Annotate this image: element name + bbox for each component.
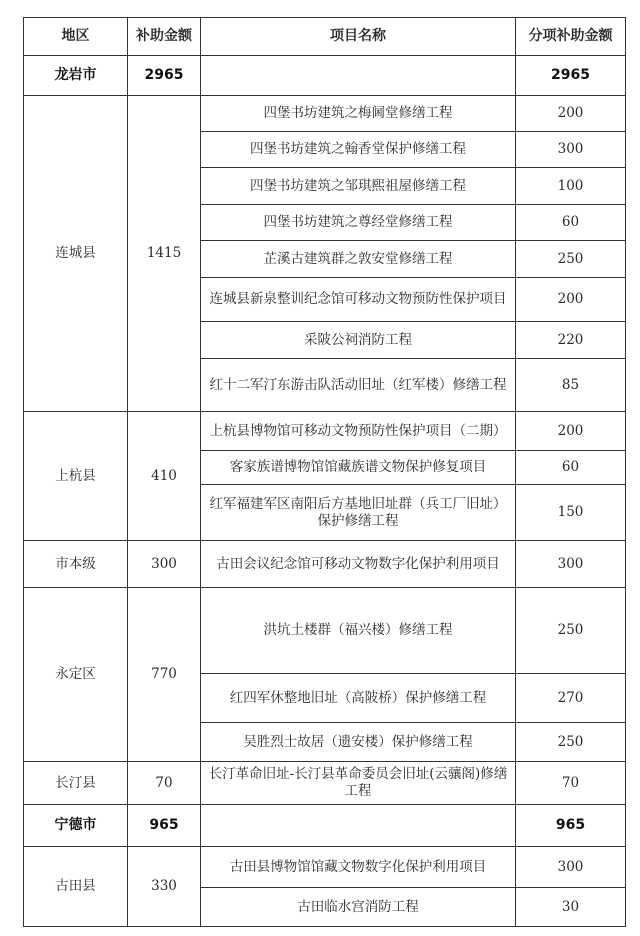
project-name-cell: 芷溪古建筑群之敦安堂修缮工程 xyxy=(201,241,516,278)
project-name-cell: 红军福建军区南阳后方基地旧址群（兵工厂旧址）保护修缮工程 xyxy=(201,485,516,541)
project-name-cell xyxy=(201,805,516,847)
item-amount-cell: 2965 xyxy=(516,56,626,96)
item-amount-cell: 200 xyxy=(516,412,626,451)
project-name-cell: 长汀革命旧址-长汀县革命委员会旧址(云骧阁)修缮工程 xyxy=(201,762,516,805)
table-row xyxy=(24,762,626,805)
item-amount-cell: 250 xyxy=(516,723,626,762)
region-cell: 宁德市 xyxy=(24,805,128,847)
region-cell: 龙岩市 xyxy=(24,56,128,96)
subsidy-cell: 330 xyxy=(128,847,201,927)
table-row xyxy=(24,847,626,888)
item-amount-cell: 250 xyxy=(516,241,626,278)
subsidy-cell: 300 xyxy=(128,541,201,588)
table-row xyxy=(24,412,626,451)
item-amount-cell: 250 xyxy=(516,588,626,674)
project-name-cell: 吴胜烈士故居（遗安楼）保护修缮工程 xyxy=(201,723,516,762)
item-amount-cell: 270 xyxy=(516,674,626,723)
header-subsidy: 补助金额 xyxy=(128,18,201,56)
project-name-cell: 古田县博物馆馆藏文物数字化保护利用项目 xyxy=(201,847,516,888)
project-name-cell: 四堡书坊建筑之邹琪熙祖屋修缮工程 xyxy=(201,168,516,205)
item-amount-cell: 300 xyxy=(516,541,626,588)
item-amount-cell: 300 xyxy=(516,847,626,888)
subsidy-cell: 410 xyxy=(128,412,201,541)
item-amount-cell: 200 xyxy=(516,278,626,322)
project-name-cell: 四堡书坊建筑之翰香堂保护修缮工程 xyxy=(201,132,516,168)
item-amount-cell: 965 xyxy=(516,805,626,847)
subsidy-cell: 70 xyxy=(128,762,201,805)
table-row xyxy=(24,96,626,132)
region-cell: 连城县 xyxy=(24,96,128,412)
item-amount-cell: 200 xyxy=(516,96,626,132)
item-amount-cell: 220 xyxy=(516,322,626,359)
project-name-cell: 四堡书坊建筑之梅阃堂修缮工程 xyxy=(201,96,516,132)
item-amount-cell: 100 xyxy=(516,168,626,205)
project-name-cell: 采陂公祠消防工程 xyxy=(201,322,516,359)
project-name-cell: 红十二军汀东游击队活动旧址（红军楼）修缮工程 xyxy=(201,359,516,412)
header-project: 项目名称 xyxy=(201,18,516,56)
header-row xyxy=(24,18,626,56)
table-row xyxy=(24,56,626,96)
table-row xyxy=(24,805,626,847)
project-name-cell: 四堡书坊建筑之尊经堂修缮工程 xyxy=(201,205,516,241)
subsidy-cell: 1415 xyxy=(128,96,201,412)
table-row xyxy=(24,588,626,674)
region-cell: 长汀县 xyxy=(24,762,128,805)
item-amount-cell: 60 xyxy=(516,205,626,241)
project-name-cell: 古田会议纪念馆可移动文物数字化保护利用项目 xyxy=(201,541,516,588)
project-name-cell: 古田临水宫消防工程 xyxy=(201,888,516,927)
subsidy-table xyxy=(23,17,626,927)
header-item-subsidy: 分项补助金额 xyxy=(516,18,626,56)
project-name-cell: 上杭县博物馆可移动文物预防性保护项目（二期） xyxy=(201,412,516,451)
region-cell: 古田县 xyxy=(24,847,128,927)
subsidy-cell: 965 xyxy=(128,805,201,847)
project-name-cell: 客家族谱博物馆馆藏族谱文物保护修复项目 xyxy=(201,451,516,485)
item-amount-cell: 70 xyxy=(516,762,626,805)
item-amount-cell: 85 xyxy=(516,359,626,412)
region-cell: 永定区 xyxy=(24,588,128,762)
item-amount-cell: 60 xyxy=(516,451,626,485)
header-region: 地区 xyxy=(24,18,128,56)
subsidy-cell: 770 xyxy=(128,588,201,762)
region-cell: 市本级 xyxy=(24,541,128,588)
subsidy-cell: 2965 xyxy=(128,56,201,96)
project-name-cell xyxy=(201,56,516,96)
project-name-cell: 洪坑土楼群（福兴楼）修缮工程 xyxy=(201,588,516,674)
item-amount-cell: 300 xyxy=(516,132,626,168)
table-body xyxy=(24,56,626,927)
table-row xyxy=(24,541,626,588)
region-cell: 上杭县 xyxy=(24,412,128,541)
project-name-cell: 连城县新泉整训纪念馆可移动文物预防性保护项目 xyxy=(201,278,516,322)
project-name-cell: 红四军休整地旧址（高陂桥）保护修缮工程 xyxy=(201,674,516,723)
item-amount-cell: 30 xyxy=(516,888,626,927)
item-amount-cell: 150 xyxy=(516,485,626,541)
